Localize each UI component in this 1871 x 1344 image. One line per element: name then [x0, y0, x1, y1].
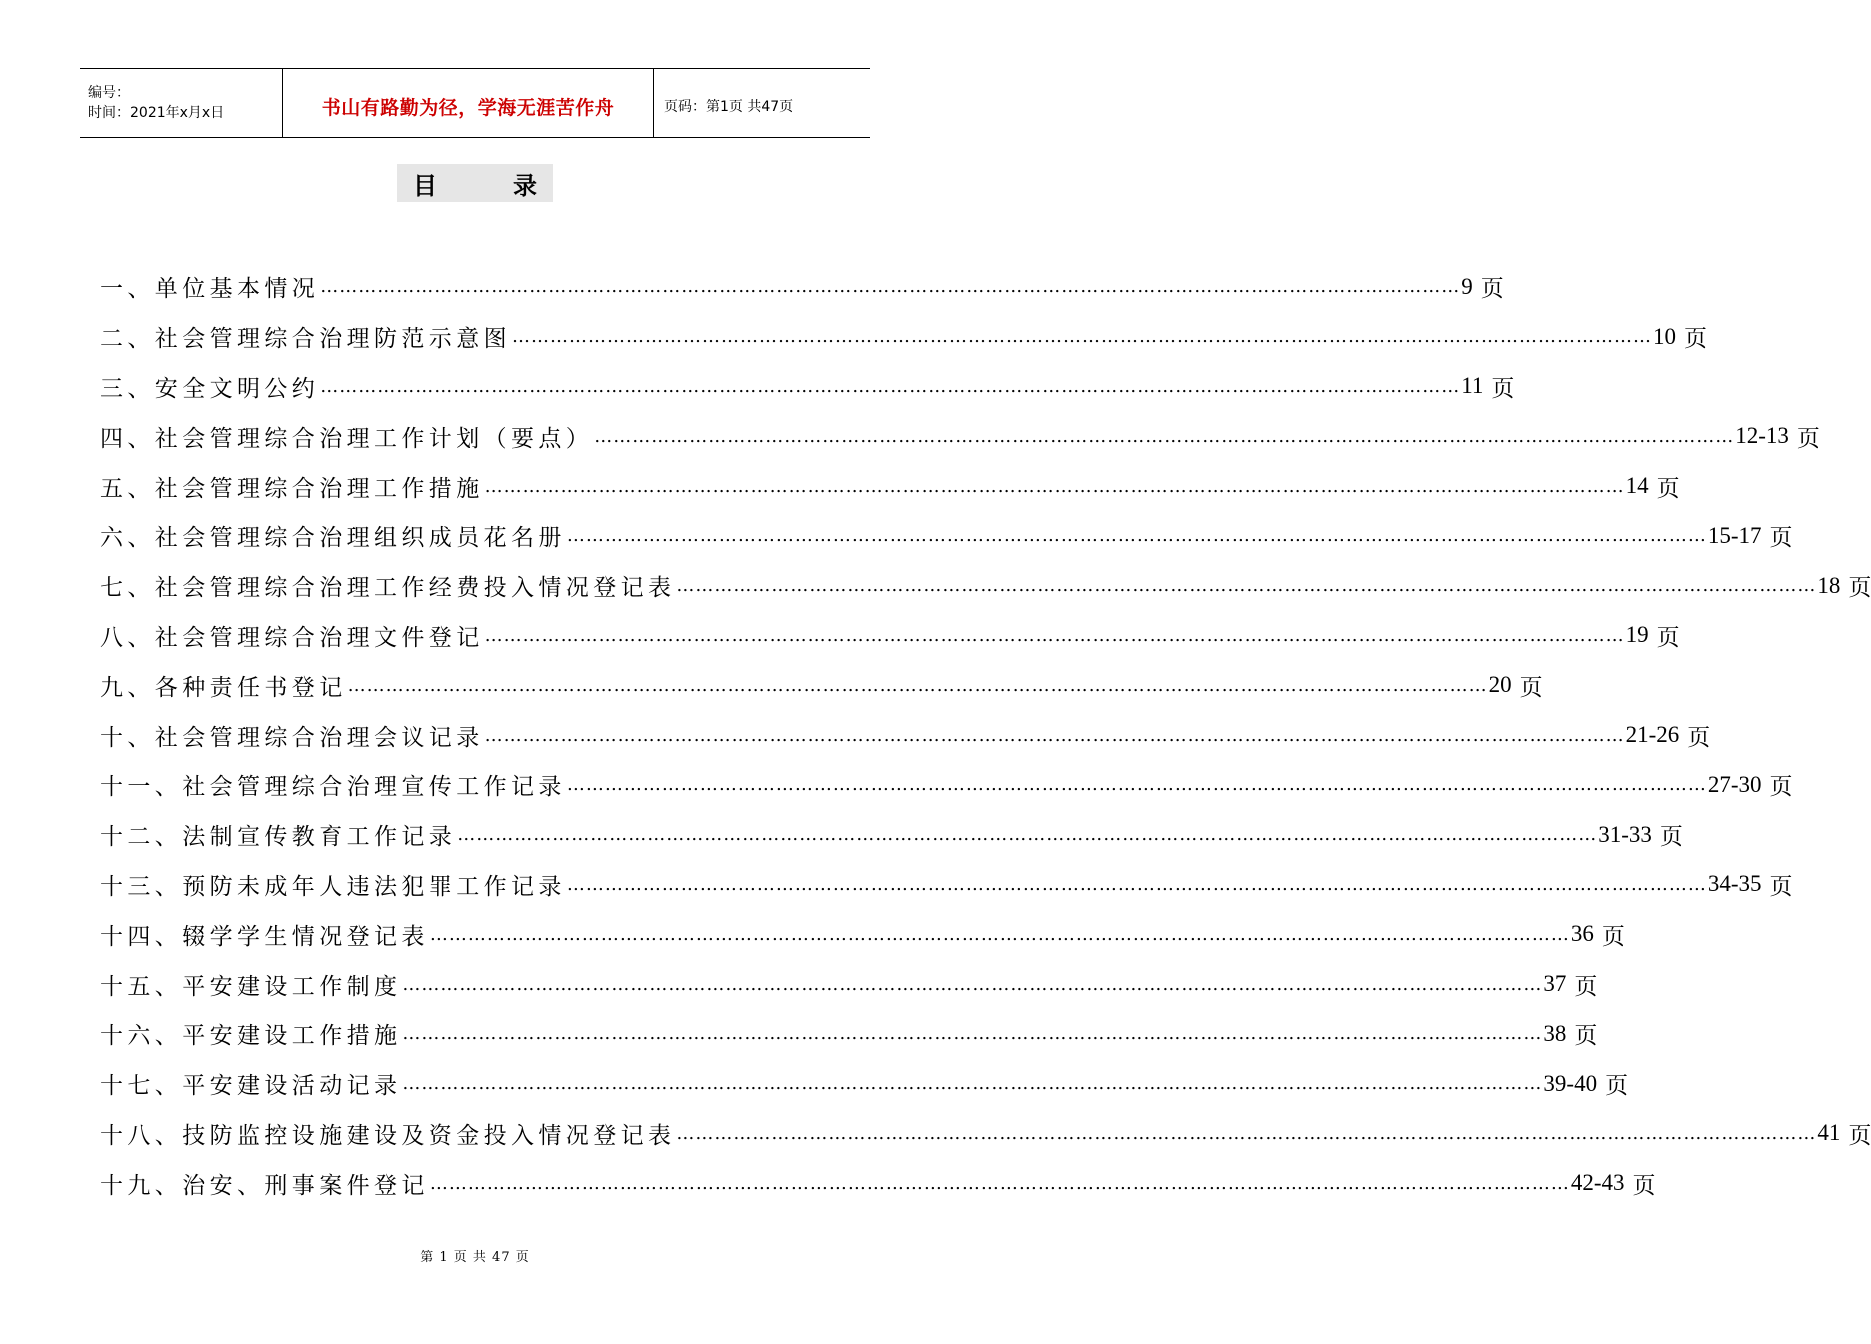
- page-footer: 第 1 页 共 47 页: [420, 1250, 530, 1265]
- toc-entry-label: 十五、平安建设工作制度: [100, 973, 402, 1000]
- toc-entry-page: 11: [1461, 373, 1484, 399]
- toc-entry: [100, 362, 1515, 412]
- header-meta: [80, 69, 282, 137]
- toc-entry: [100, 561, 1871, 611]
- toc-entry-page: 39-40: [1543, 1070, 1598, 1096]
- time-label: 时间：2021年x月x日: [88, 105, 225, 121]
- toc-entry-label: 一、单位基本情况: [100, 276, 320, 303]
- toc-leader-dots: ………………………………………………………………………………………………………………………………………………………………: [566, 873, 1707, 895]
- toc-leader-dots: ………………………………………………………………………………………………………………………………………………………………: [402, 973, 1543, 995]
- toc-entry-page-suffix: 页: [1769, 525, 1793, 552]
- toc-entry-page: 20: [1488, 672, 1512, 698]
- toc-entry: [100, 1109, 1871, 1159]
- toc-entry-label: 六、社会管理综合治理组织成员花名册: [100, 525, 566, 552]
- toc-entry-page: 31-33: [1598, 821, 1652, 847]
- toc-entry-page: 42-43: [1570, 1170, 1625, 1196]
- toc-title: [397, 164, 553, 202]
- toc-leader-dots: ………………………………………………………………………………………………………………………………………………………………: [484, 724, 1625, 746]
- toc-leader-dots: ………………………………………………………………………………………………………………………………………………………………: [429, 923, 1570, 945]
- toc-entry-label: 四、社会管理综合治理工作计划（要点）: [100, 425, 594, 452]
- toc-entry: [100, 411, 1820, 461]
- toc-leader-dots: ………………………………………………………………………………………………………………………………………………………………: [484, 475, 1625, 497]
- toc-leader-dots: ………………………………………………………………………………………………………………………………………………………………: [484, 624, 1625, 646]
- toc-entry: [100, 262, 1504, 312]
- toc-leader-dots: ………………………………………………………………………………………………………………………………………………………………: [320, 276, 1461, 298]
- table-of-contents: [100, 262, 1871, 1208]
- toc-entry: [100, 1158, 1656, 1208]
- toc-entry-label: 十一、社会管理综合治理宣传工作记录: [100, 774, 566, 801]
- toc-entry: [100, 959, 1598, 1009]
- toc-entry-label: 五、社会管理综合治理工作措施: [100, 475, 484, 502]
- toc-entry-page-suffix: 页: [1769, 873, 1793, 900]
- toc-entry-page-suffix: 页: [1574, 1023, 1598, 1050]
- toc-entry-page: 21-26: [1625, 722, 1680, 748]
- toc-entry-label: 十二、法制宣传教育工作记录: [100, 824, 457, 851]
- toc-entry-page: 10: [1653, 323, 1676, 349]
- toc-entry-label: 九、各种责任书登记: [100, 674, 347, 701]
- toc-entry: [100, 461, 1680, 511]
- toc-entry-label: 十三、预防未成年人违法犯罪工作记录: [100, 873, 566, 900]
- toc-entry-page-suffix: 页: [1687, 724, 1711, 751]
- toc-entry-label: 八、社会管理综合治理文件登记: [100, 624, 484, 651]
- toc-entry: [100, 909, 1625, 959]
- toc-leader-dots: ………………………………………………………………………………………………………………………………………………………………: [402, 1023, 1543, 1045]
- toc-entry-page-suffix: 页: [1656, 475, 1680, 502]
- toc-entry-page: 38: [1543, 1020, 1567, 1046]
- toc-entry-label: 十四、辍学学生情况登记表: [100, 923, 429, 950]
- toc-entry-page: 19: [1625, 622, 1649, 648]
- toc-entry: [100, 511, 1793, 561]
- toc-entry-page: 9: [1461, 273, 1473, 299]
- toc-leader-dots: ………………………………………………………………………………………………………………………………………………………………: [347, 674, 1488, 696]
- toc-entry-page-suffix: 页: [1632, 1172, 1656, 1199]
- toc-entry-page-suffix: 页: [1601, 923, 1625, 950]
- toc-entry-label: 十、社会管理综合治理会议记录: [100, 724, 484, 751]
- toc-entry-label: 十九、治安、刑事案件登记: [100, 1172, 429, 1199]
- toc-leader-dots: ………………………………………………………………………………………………………………………………………………………………: [402, 1073, 1543, 1095]
- toc-entry-page-suffix: 页: [1848, 1122, 1871, 1149]
- toc-entry-page: 18: [1817, 572, 1841, 598]
- toc-entry-label: 七、社会管理综合治理工作经费投入情况登记表: [100, 575, 676, 602]
- header-page-info: 页码：第1页 共47页: [664, 99, 794, 115]
- toc-entry-label: 二、社会管理综合治理防范示意图: [100, 326, 511, 353]
- toc-entry: [100, 312, 1707, 362]
- toc-leader-dots: ………………………………………………………………………………………………………………………………………………………………: [566, 774, 1707, 796]
- toc-entry-page-suffix: 页: [1659, 824, 1683, 851]
- toc-leader-dots: ………………………………………………………………………………………………………………………………………………………………: [512, 326, 1652, 348]
- toc-leader-dots: ………………………………………………………………………………………………………………………………………………………………: [320, 375, 1461, 397]
- toc-entry-page: 36: [1570, 921, 1594, 947]
- toc-leader-dots: ………………………………………………………………………………………………………………………………………………………………: [676, 575, 1817, 597]
- toc-leader-dots: ………………………………………………………………………………………………………………………………………………………………: [566, 525, 1707, 547]
- toc-leader-dots: ………………………………………………………………………………………………………………………………………………………………: [429, 1172, 1570, 1194]
- toc-entry-page-suffix: 页: [1656, 624, 1680, 651]
- toc-entry-page: 15-17: [1707, 522, 1762, 548]
- toc-entry-page-suffix: 页: [1848, 575, 1871, 602]
- toc-entry-page: 27-30: [1707, 771, 1762, 797]
- toc-entry-page-suffix: 页: [1684, 326, 1707, 353]
- toc-entry-page-suffix: 页: [1605, 1073, 1629, 1100]
- toc-entry-page: 34-35: [1707, 871, 1762, 897]
- toc-entry: [100, 660, 1543, 710]
- toc-entry-label: 三、安全文明公约: [100, 375, 320, 402]
- toc-entry-page-suffix: 页: [1519, 674, 1543, 701]
- toc-entry: [100, 1059, 1629, 1109]
- toc-leader-dots: ………………………………………………………………………………………………………………………………………………………………: [457, 824, 1598, 846]
- header-motto: 书山有路勤为径，学海无涯苦作舟: [282, 69, 654, 137]
- toc-entry-page: 12-13: [1735, 423, 1789, 449]
- toc-entry-page-suffix: 页: [1796, 425, 1820, 452]
- toc-entry-label: 十七、平安建设活动记录: [100, 1073, 402, 1100]
- toc-entry-page-suffix: 页: [1480, 276, 1504, 303]
- document-header: [80, 68, 870, 138]
- toc-leader-dots: ………………………………………………………………………………………………………………………………………………………………: [594, 425, 1735, 447]
- toc-entry: [100, 760, 1793, 810]
- toc-entry-page-suffix: 页: [1769, 774, 1793, 801]
- toc-entry-page-suffix: 页: [1574, 973, 1598, 1000]
- toc-entry-page: 41: [1817, 1120, 1841, 1146]
- toc-leader-dots: ………………………………………………………………………………………………………………………………………………………………: [676, 1122, 1817, 1144]
- toc-entry-label: 十八、技防监控设施建设及资金投入情况登记表: [100, 1122, 676, 1149]
- toc-title-char-2: 录: [513, 171, 537, 200]
- toc-entry-page: 14: [1625, 473, 1649, 499]
- toc-entry-page: 37: [1543, 971, 1567, 997]
- toc-entry: [100, 1009, 1598, 1059]
- toc-entry: [100, 710, 1711, 760]
- toc-entry-page-suffix: 页: [1491, 375, 1515, 402]
- toc-entry-label: 十六、平安建设工作措施: [100, 1023, 402, 1050]
- toc-entry: [100, 860, 1793, 910]
- number-label: 编号：: [88, 85, 130, 101]
- toc-entry: [100, 810, 1683, 860]
- toc-title-char-1: 目: [413, 171, 437, 200]
- toc-entry: [100, 611, 1680, 661]
